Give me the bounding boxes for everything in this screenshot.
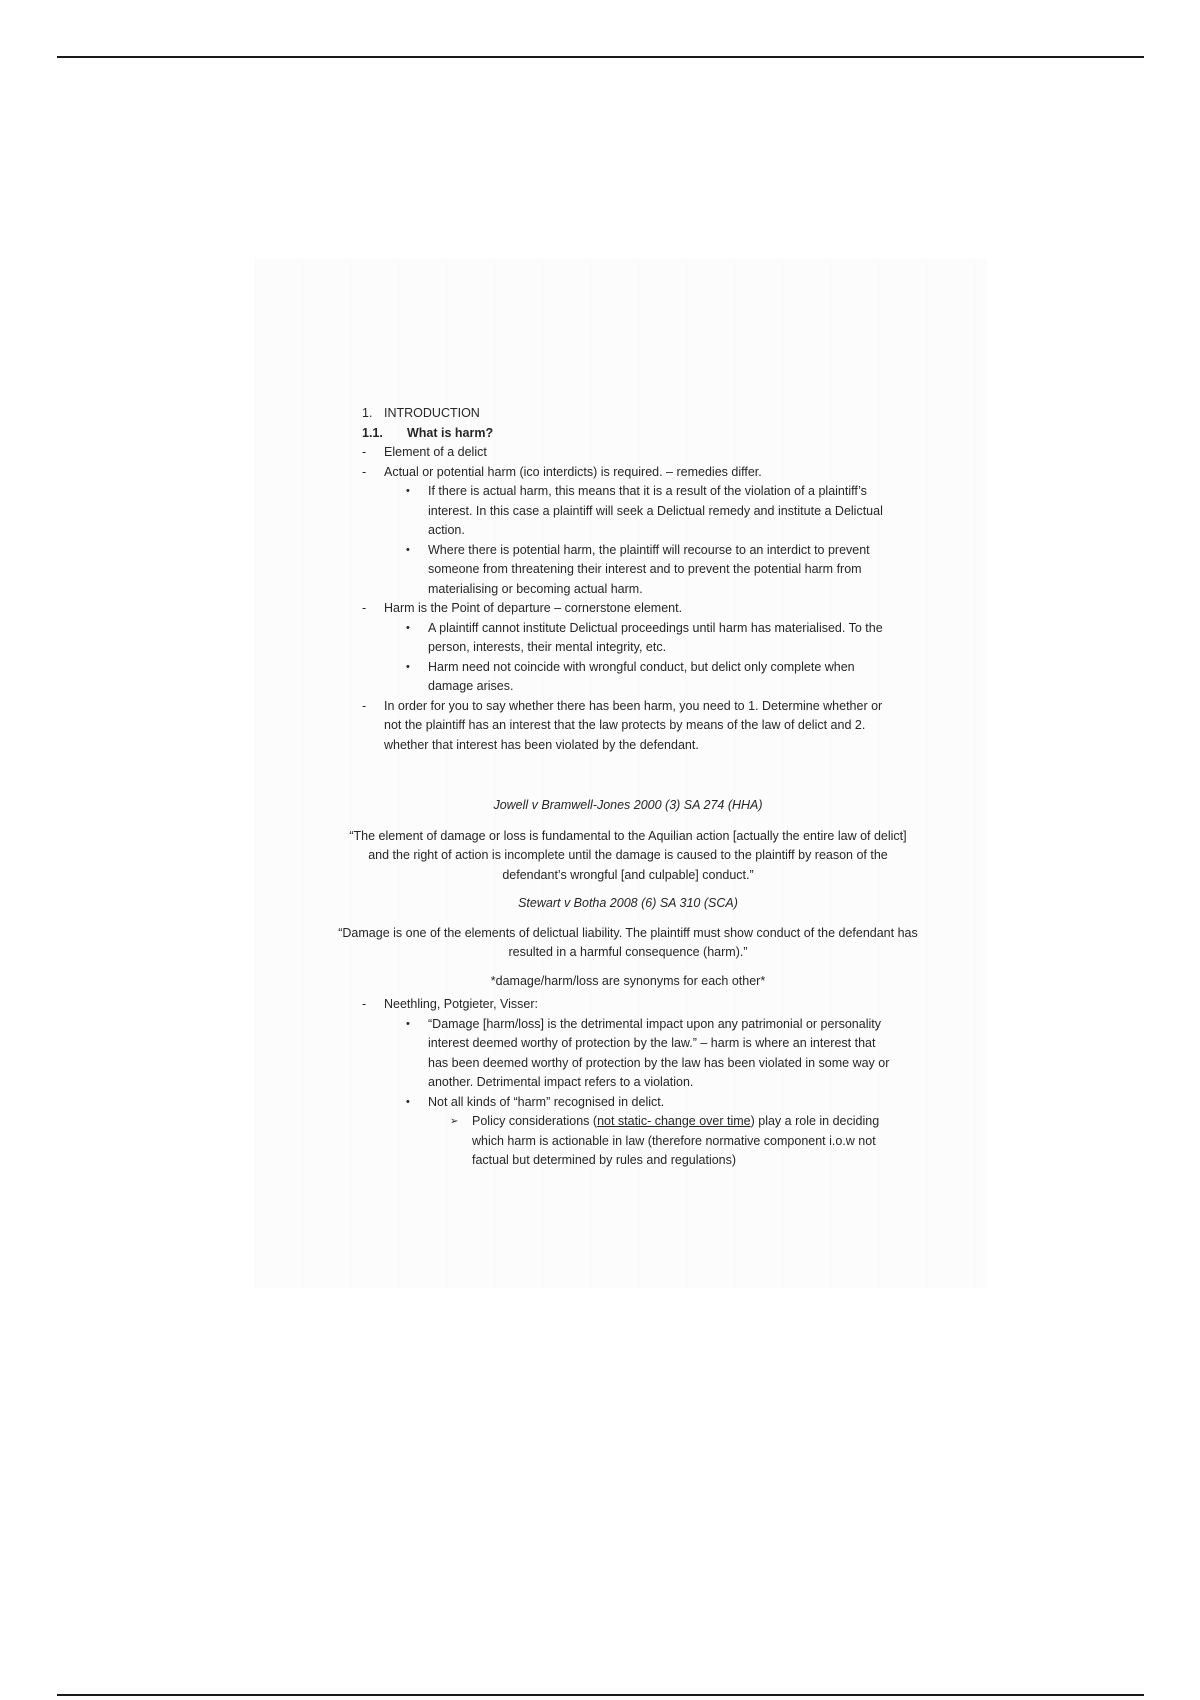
arrow-text <box>472 1112 898 1171</box>
underlined-phrase: not static- change over time <box>597 1114 751 1128</box>
bullet-icon: • <box>406 621 410 634</box>
bullet-icon: • <box>406 485 410 497</box>
bullet-text: “Damage [harm/loss] is the detrimental impact upon any patrimonial or personality interest deemed worthy of protection by the law.” – harm is where an interest that has been deemed worthy of protection by the law has been violated in some way or another. Detrimental impact refers to a violation. <box>428 1016 890 1089</box>
arrow-item <box>362 1112 898 1171</box>
list-item-text: Element of a delict <box>384 445 487 459</box>
arrow-text-part: Policy considerations ( <box>472 1114 598 1128</box>
arrow-bullet-icon: ➢ <box>450 1116 459 1127</box>
case-quote: “Damage is one of the elements of delictual liability. The plaintiff must show conduct of the defendant has resulted in a harmful consequence (harm).” <box>338 925 918 959</box>
list-item-text: Neethling, Potgieter, Visser: <box>384 997 539 1011</box>
arrow-text-part: ) play a role in deciding which harm is actionable in law (therefore normative component i.o.w not factual but determined by rules and regulations) <box>472 1114 880 1167</box>
list-item-text: Actual or potential harm (ico interdicts) is required. – remedies differ. <box>384 464 762 479</box>
dash-marker: - <box>362 601 367 615</box>
section-title: INTRODUCTION <box>384 406 480 420</box>
bullet-item <box>362 658 898 697</box>
bullet-text: If there is actual harm, this means that it is a result of the violation of a plaintiff’s interest. In this case a plaintiff will seek a Delictual remedy and institute a Delictual action. <box>428 484 883 537</box>
list-item <box>362 697 898 756</box>
bullet-icon: • <box>406 1017 410 1030</box>
case-quote: “The element of damage or loss is fundamental to the Aquilian action [actually the entire law of delict] and the right of action is incomplete until the damage is caused to the plaintiff by reason of the defendant’s wrongful [and culpable] conduct.” <box>349 828 907 882</box>
bullet-text: Where there is potential harm, the plaintiff will recourse to an interdict to prevent someone from threatening their interest and to prevent the potential harm from materialising or becoming actual harm. <box>428 542 870 596</box>
dash-marker: - <box>362 997 367 1011</box>
bullet-item <box>362 1015 898 1093</box>
list-item <box>362 463 898 483</box>
list-item <box>362 443 898 463</box>
case-citation: Stewart v Botha 2008 (6) SA 310 (SCA) <box>518 896 738 910</box>
list-item <box>362 599 898 619</box>
bullet-item <box>362 541 898 600</box>
list-item-text: Harm is the Point of departure – cornerstone element. <box>384 601 683 615</box>
document-body <box>362 404 898 795</box>
bullet-text: Harm need not coincide with wrongful conduct, but delict only complete when damage arises. <box>428 659 855 693</box>
list-item <box>362 995 898 1015</box>
bullet-text: Not all kinds of “harm” recognised in delict. <box>428 1094 665 1109</box>
bullet-item <box>362 1093 898 1113</box>
dash-marker: - <box>362 445 367 459</box>
bullet-icon: • <box>406 1095 410 1108</box>
authors-section <box>362 995 898 1171</box>
subsection-heading <box>362 424 898 444</box>
bullet-icon: • <box>406 660 410 673</box>
bullet-item <box>362 619 898 658</box>
subsection-number: 1.1. <box>362 425 383 440</box>
bullet-item <box>362 482 898 541</box>
dash-marker: - <box>362 698 367 713</box>
section-heading <box>362 404 898 424</box>
section-number: 1. <box>362 406 373 420</box>
dash-marker: - <box>362 464 367 479</box>
footer-rule <box>57 1694 1144 1696</box>
subsection-title: What is harm? <box>407 425 494 440</box>
case-citation: Jowell v Bramwell-Jones 2000 (3) SA 274 (HHA) <box>493 798 763 812</box>
quotes-block <box>338 796 918 1000</box>
list-item-text: In order for you to say whether there has been harm, you need to 1. Determine whether or not the plaintiff has an interest that the law protects by means of the law of delict and 2. whether that interest has been violated by the defendant. <box>384 698 883 752</box>
bullet-text: A plaintiff cannot institute Delictual proceedings until harm has materialised. To the person, interests, their mental integrity, etc. <box>428 620 883 654</box>
synonyms-note: *damage/harm/loss are synonyms for each other* <box>490 973 766 988</box>
bullet-icon: • <box>406 543 410 556</box>
dash-list <box>362 443 898 755</box>
header-rule <box>57 56 1144 58</box>
